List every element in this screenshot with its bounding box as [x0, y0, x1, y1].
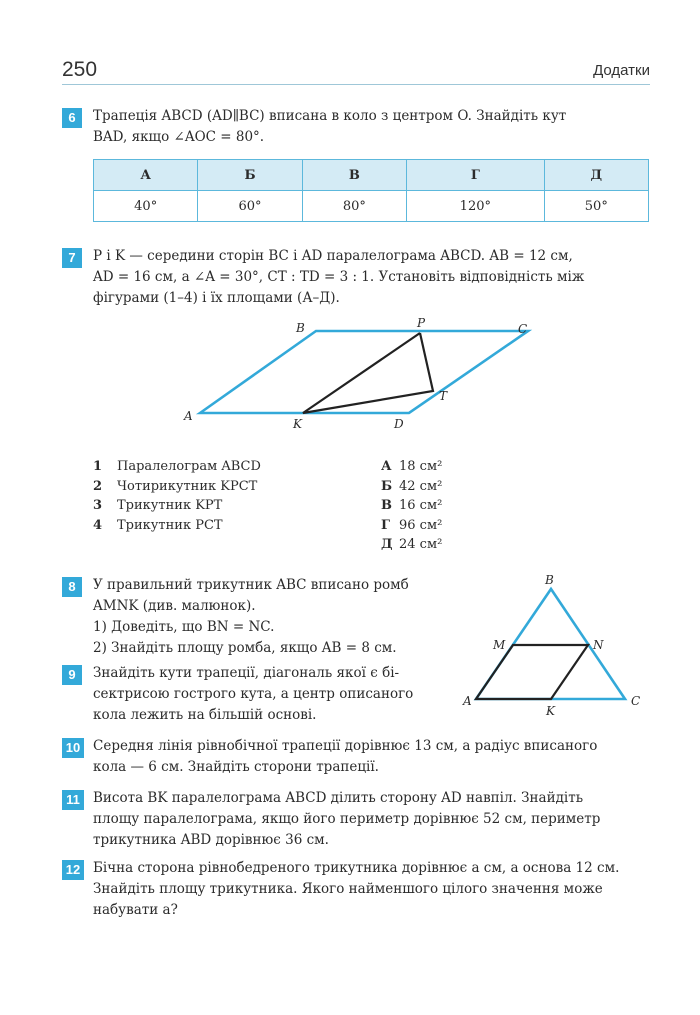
area-letter: Г — [381, 517, 390, 533]
label-a: A — [463, 694, 472, 708]
answer-header-cell: В — [302, 160, 406, 191]
list-item — [381, 457, 501, 477]
area-value: 18 см² — [399, 459, 443, 474]
answer-table-header-row — [94, 160, 649, 191]
problem-6-number: 6 — [62, 108, 82, 128]
problem-11-line-3: трикутника ABD дорівнює 36 см. — [93, 832, 329, 848]
list-item — [381, 535, 501, 555]
problem-7-line-3: фігурами (1–4) і їх площами (А–Д). — [93, 290, 340, 306]
label-d: D — [394, 417, 404, 431]
header-rule — [62, 84, 650, 85]
list-item — [93, 457, 353, 477]
list-item — [381, 477, 501, 497]
problem-8-line-4: 2) Знайдіть площу ромба, якщо AB = 8 см. — [93, 640, 397, 656]
problem-6-text — [93, 106, 653, 148]
answer-header-cell: А — [94, 160, 198, 191]
areas-list — [381, 457, 501, 555]
label-c: C — [518, 322, 528, 336]
area-letter: Б — [381, 478, 393, 494]
list-item — [93, 516, 353, 536]
problem-8-text — [93, 575, 453, 659]
area-value: 96 см² — [399, 517, 443, 533]
problem-9-number: 9 — [62, 665, 82, 685]
answer-header-cell: Д — [544, 160, 648, 191]
label-t: T — [439, 389, 448, 403]
label-c: C — [631, 694, 641, 708]
problem-6-line-1: Трапеція ABCD (AD∥BC) вписана в коло з центром O. Знайдіть кут — [93, 108, 567, 124]
problem-11-text — [93, 788, 653, 851]
answer-value-cell: 50° — [544, 191, 648, 222]
problem-12-text — [93, 858, 653, 921]
area-letter: А — [381, 459, 392, 474]
label-n: N — [593, 638, 604, 652]
answer-value-cell: 60° — [198, 191, 302, 222]
problem-12-line-2: Знайдіть площу трикутника. Якого найменшого цілого значення може — [93, 881, 603, 897]
answer-value-cell: 120° — [407, 191, 545, 222]
problem-10-line-2: кола — 6 см. Знайдіть сторони трапеції. — [93, 759, 379, 775]
problem-11-number: 11 — [62, 790, 84, 810]
figure-label: Паралелограм ABCD — [117, 459, 261, 474]
problem-8-line-1: У правильний трикутник ABC вписано ромб — [93, 577, 409, 593]
label-b: B — [545, 573, 554, 587]
label-k: K — [546, 704, 555, 718]
problem-11-line-2: площу паралелограма, якщо його периметр дорівнює 52 см, периметр — [93, 811, 601, 827]
problem-12-line-1: Бічна сторона рівнобедреного трикутника дорівнює a см, а основа 12 см. — [93, 860, 620, 876]
area-value: 16 см² — [399, 498, 443, 513]
triangle-figure — [455, 572, 655, 718]
label-a: A — [184, 409, 193, 423]
label-m: M — [493, 638, 506, 652]
problem-11-line-1: Висота BK паралелограма ABCD ділить сторону AD навпіл. Знайдіть — [93, 790, 584, 806]
figure-number: 4 — [93, 517, 103, 533]
answer-table — [93, 159, 649, 222]
problem-9-line-2: сектрисою гострого кута, а центр описаного — [93, 686, 414, 702]
list-item — [381, 496, 501, 516]
figure-label: Чотирикутник KPCT — [117, 478, 258, 494]
problem-7-line-2: AD = 16 см, а ∠A = 30°, CT : TD = 3 : 1. Установіть відповідність між — [93, 269, 585, 285]
problem-10-text — [93, 736, 653, 778]
figures-list — [93, 457, 353, 535]
answer-value-cell: 80° — [302, 191, 406, 222]
section-title: Додатки — [593, 62, 650, 79]
problem-8-line-2: AMNK (див. малюнок). — [93, 598, 256, 614]
problem-10-line-1: Середня лінія рівнобічної трапеції дорівнює 13 см, а радіус вписаного — [93, 738, 598, 754]
list-item — [93, 477, 353, 497]
area-letter: Д — [381, 537, 393, 552]
label-k: K — [293, 417, 302, 431]
figure-label: Трикутник PCT — [117, 517, 223, 533]
label-b: B — [296, 321, 305, 335]
list-item — [93, 496, 353, 516]
answer-table-value-row — [94, 191, 649, 222]
rhombus-amnk — [476, 645, 588, 699]
answer-header-cell: Г — [407, 160, 545, 191]
problem-7-line-1: P і K — середини сторін BC і AD паралелограма ABCD. AB = 12 см, — [93, 248, 573, 264]
figure-number: 1 — [93, 459, 103, 474]
triangle-kpt — [303, 333, 433, 413]
problem-12-line-3: набувати a? — [93, 902, 178, 918]
list-item — [381, 516, 501, 536]
problem-6-line-2: BAD, якщо ∠AOC = 80°. — [93, 129, 265, 145]
problem-12-number: 12 — [62, 860, 84, 880]
problem-9-line-1: Знайдіть кути трапеції, діагональ якої є бі- — [93, 665, 400, 681]
figure-label: Трикутник KPT — [117, 498, 223, 513]
problem-9-text — [93, 663, 453, 726]
problem-10-number: 10 — [62, 738, 84, 758]
area-value: 24 см² — [399, 537, 443, 552]
figure-number: 3 — [93, 498, 103, 513]
answer-value-cell: 40° — [94, 191, 198, 222]
problem-9-line-3: кола лежить на більшій основі. — [93, 707, 317, 723]
parallelogram-figure — [170, 312, 550, 437]
problem-7-number: 7 — [62, 248, 82, 268]
answer-header-cell: Б — [198, 160, 302, 191]
figure-number: 2 — [93, 478, 103, 494]
label-p: P — [417, 316, 426, 330]
area-letter: В — [381, 498, 392, 513]
area-value: 42 см² — [399, 478, 443, 494]
problem-8-number: 8 — [62, 577, 82, 597]
problem-7-text — [93, 246, 653, 309]
problem-8-line-3: 1) Доведіть, що BN = NC. — [93, 619, 275, 635]
page-number: 250 — [62, 58, 98, 81]
